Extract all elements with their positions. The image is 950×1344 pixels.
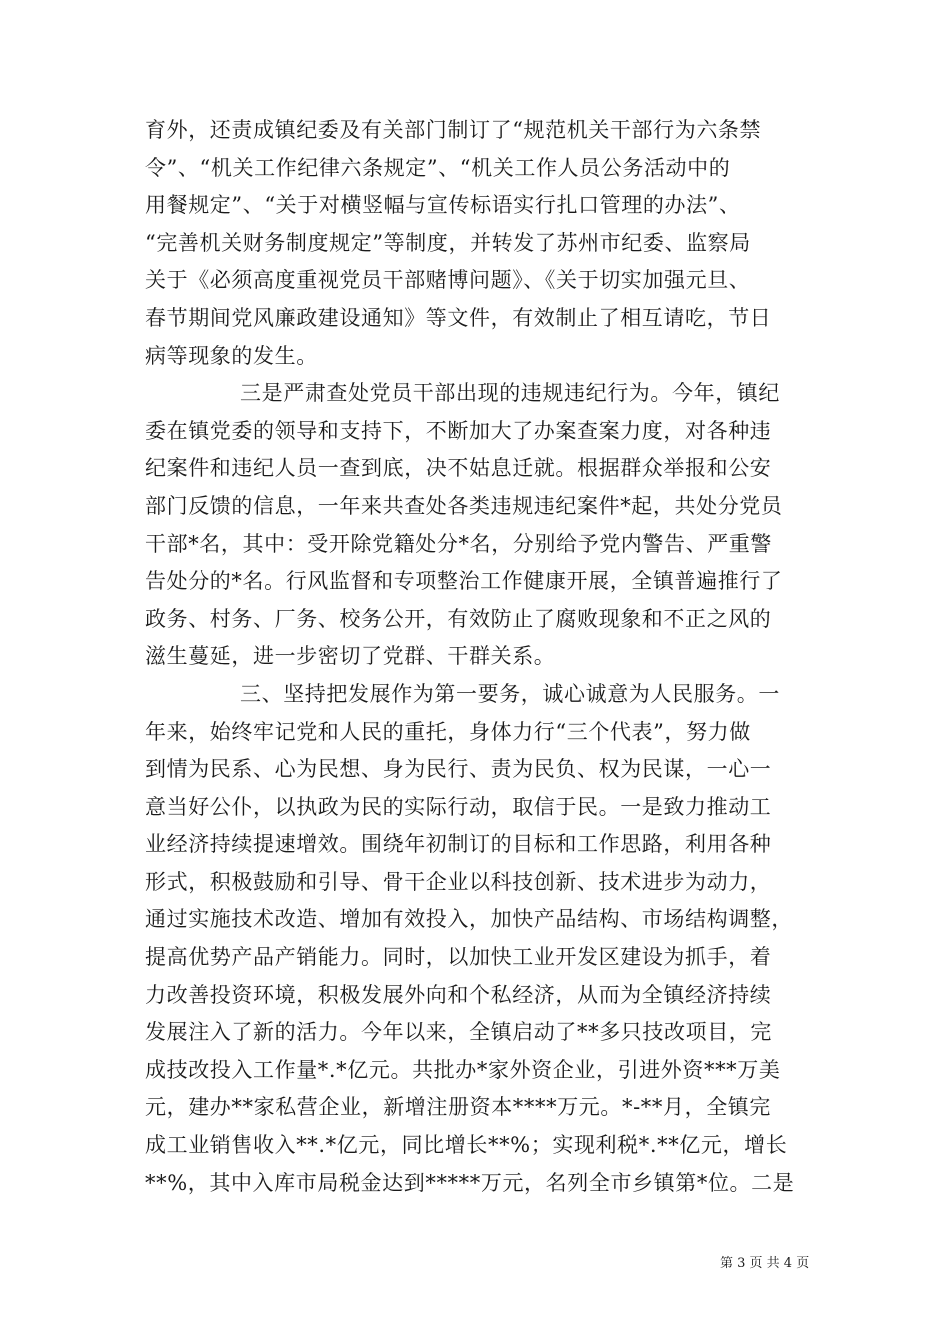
text-line: 成工业销售收入**.*亿元，同比增长**%；实现利税*.**亿元，增长 bbox=[145, 1133, 788, 1158]
text-line: **%，其中入库市局税金达到*****万元，名列全市乡镇第*位。二是 bbox=[145, 1170, 795, 1195]
text-line: 纪案件和违纪人员一查到底，决不姑息迁就。根据群众举报和公安 bbox=[145, 456, 772, 481]
text-line: 通过实施技术改造、增加有效投入，加快产品结构、市场结构调整， bbox=[145, 907, 793, 932]
text-line: 令”、“机关工作纪律六条规定”、“机关工作人员公务活动中的 bbox=[145, 155, 731, 180]
text-line: 告处分的*名。行风监督和专项整治工作健康开展，全镇普遍推行了 bbox=[145, 569, 783, 594]
paragraph-start-line: 三、坚持把发展作为第一要务，诚心诚意为人民服务。一 bbox=[240, 681, 780, 706]
text-line: 力改善投资环境，积极发展外向和个私经济，从而为全镇经济持续 bbox=[145, 982, 772, 1007]
text-line: 关于《必须高度重视党员干部赌博问题》、《关于切实加强元旦、 bbox=[145, 268, 751, 293]
text-line: 发展注入了新的活力。今年以来，全镇启动了**多只技改项目，完 bbox=[145, 1020, 772, 1045]
text-line: 滋生蔓延，进一步密切了党群、干群关系。 bbox=[145, 644, 556, 669]
text-line: 年来，始终牢记党和人民的重托，身体力行“三个代表”，努力做 bbox=[145, 719, 751, 744]
text-line: 委在镇党委的领导和支持下，不断加大了办案查案力度，对各种违 bbox=[145, 418, 772, 443]
text-line: 部门反馈的信息，一年来共查处各类违规违纪案件*起，共处分党员 bbox=[145, 493, 783, 518]
text-line: 政务、村务、厂务、校务公开，有效防止了腐败现象和不正之风的 bbox=[145, 606, 772, 631]
text-line: 春节期间党风廉政建设通知》等文件，有效制止了相互请吃，节日 bbox=[145, 305, 772, 330]
text-line: 育外，还责成镇纪委及有关部门制订了“规范机关干部行为六条禁 bbox=[145, 118, 762, 142]
paragraph-start-line: 三是严肃查处党员干部出现的违规违纪行为。今年，镇纪 bbox=[240, 381, 780, 406]
text-line: 形式，积极鼓励和引导、骨干企业以科技创新、技术进步为动力， bbox=[145, 869, 772, 894]
text-line: 干部*名，其中：受开除党籍处分*名，分别给予党内警告、严重警 bbox=[145, 531, 772, 556]
text-line: 用餐规定”、“关于对横竖幅与宣传标语实行扎口管理的办法”、 bbox=[145, 193, 741, 218]
text-line: 意当好公仆，以执政为民的实际行动，取信于民。一是致力推动工 bbox=[145, 794, 772, 819]
text-line: 业经济持续提速增效。围绕年初制订的目标和工作思路，利用各种 bbox=[145, 832, 772, 857]
text-line: 元，建办**家私营企业，新增注册资本****万元。*-**月，全镇完 bbox=[145, 1095, 771, 1120]
text-line: 到情为民系、心为民想、身为民行、责为民负、权为民谋，一心一 bbox=[145, 757, 772, 782]
text-line: 成技改投入工作量*.*亿元。共批办*家外资企业，引进外资***万美 bbox=[145, 1057, 781, 1082]
page-footer: 第 3 页 共 4 页 bbox=[720, 1256, 810, 1271]
document-body bbox=[145, 112, 805, 1202]
text-line: 提高优势产品产销能力。同时，以加快工业开发区建设为抓手，着 bbox=[145, 945, 772, 970]
text-line: “完善机关财务制度规定”等制度，并转发了苏州市纪委、监察局 bbox=[145, 230, 751, 255]
text-line: 病等现象的发生。 bbox=[145, 343, 318, 368]
